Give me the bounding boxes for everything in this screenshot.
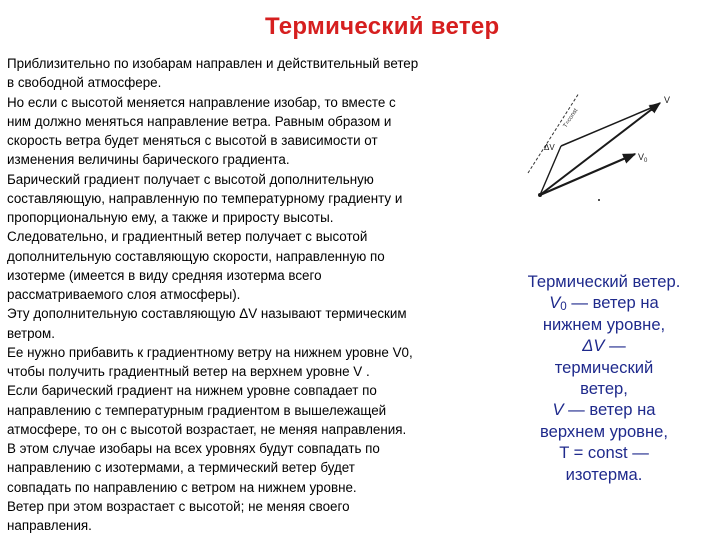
caption-line: термический bbox=[554, 357, 654, 377]
text-line: Ветер при этом возрастает с высотой; не меняя своего bbox=[7, 498, 350, 514]
text-line: ветром. bbox=[7, 325, 55, 341]
text-line: чтобы получить градиентный ветер на верхнем уровне V . bbox=[7, 364, 370, 379]
text-line: направлению с температурным градиентом в вышележащей bbox=[7, 402, 387, 418]
label-v0: $V_0$ bbox=[638, 152, 648, 164]
caption-line: ΔV — bbox=[582, 336, 626, 356]
text-line: Приблизительно по изобарам направлен и действительный ветер bbox=[7, 56, 419, 71]
text-line: направлению с изотермами, а термический ветер будет bbox=[7, 460, 355, 476]
caption-line: ветер, bbox=[580, 379, 628, 399]
text-line: направления. bbox=[7, 518, 92, 533]
text-line: Следовательно, и градиентный ветер получает с высотой bbox=[7, 229, 368, 245]
caption-line: нижнем уровне, bbox=[542, 314, 666, 334]
dot-mark bbox=[598, 199, 600, 201]
caption-line: T = const — bbox=[559, 443, 649, 463]
label-v: V bbox=[664, 95, 671, 105]
text-line: составляющую, направленную по температурному градиенту и bbox=[7, 190, 403, 206]
caption-line: $V_0$ — ветер на bbox=[549, 293, 659, 314]
caption-line: изотерма. bbox=[565, 464, 643, 484]
text-line: Если барический градиент на нижнем уровне совпадает по bbox=[7, 383, 377, 399]
thermal-wind-diagram bbox=[518, 88, 678, 218]
text-line: Эту дополнительную составляющую ΔV называют термическим bbox=[7, 306, 407, 322]
text-line: Ее нужно прибавить к градиентному ветру на нижнем уровне V0, bbox=[7, 344, 413, 360]
figure-caption bbox=[508, 271, 700, 485]
caption-line: V — ветер на bbox=[552, 400, 656, 420]
text-line: изменения величины барического градиента. bbox=[7, 152, 290, 168]
text-line: Барический градиент получает с высотой дополнительную bbox=[7, 171, 374, 187]
text-line: в свободной атмосфере. bbox=[7, 75, 162, 91]
text-line: Но если с высотой меняется направление изобар, то вместе с bbox=[7, 94, 396, 110]
text-line: пропорциональную ему, а также и приросту высоты. bbox=[7, 210, 334, 225]
text-line: атмосфере, то он с высотой возрастает, не меняя направления. bbox=[7, 421, 407, 437]
label-isotherm: T=const bbox=[562, 107, 580, 130]
text-line: изотерме (имеется в виду средняя изотерма всего bbox=[7, 267, 322, 283]
label-dv: ΔV bbox=[544, 143, 555, 152]
text-line: совпадать по направлению с ветром на нижнем уровне. bbox=[7, 479, 357, 495]
body-text bbox=[7, 54, 512, 535]
text-line: ним должно меняться направление ветра. Равным образом и bbox=[7, 113, 392, 129]
text-line: скорость ветра будет меняться с высотой в зависимости от bbox=[7, 133, 378, 148]
origin-point bbox=[538, 193, 542, 197]
text-line: рассматриваемого слоя атмосферы). bbox=[7, 287, 241, 302]
page-title: Термический ветер bbox=[265, 13, 500, 40]
caption-line: Термический ветер. bbox=[527, 272, 681, 291]
text-line: В этом случае изобары на всех уровнях будут совпадать по bbox=[7, 441, 380, 456]
caption-line: верхнем уровне, bbox=[540, 421, 668, 441]
isotherm-line bbox=[528, 93, 579, 173]
v-vector bbox=[540, 103, 660, 195]
text-line: дополнительную составляющую скорости, направленную по bbox=[7, 248, 385, 264]
